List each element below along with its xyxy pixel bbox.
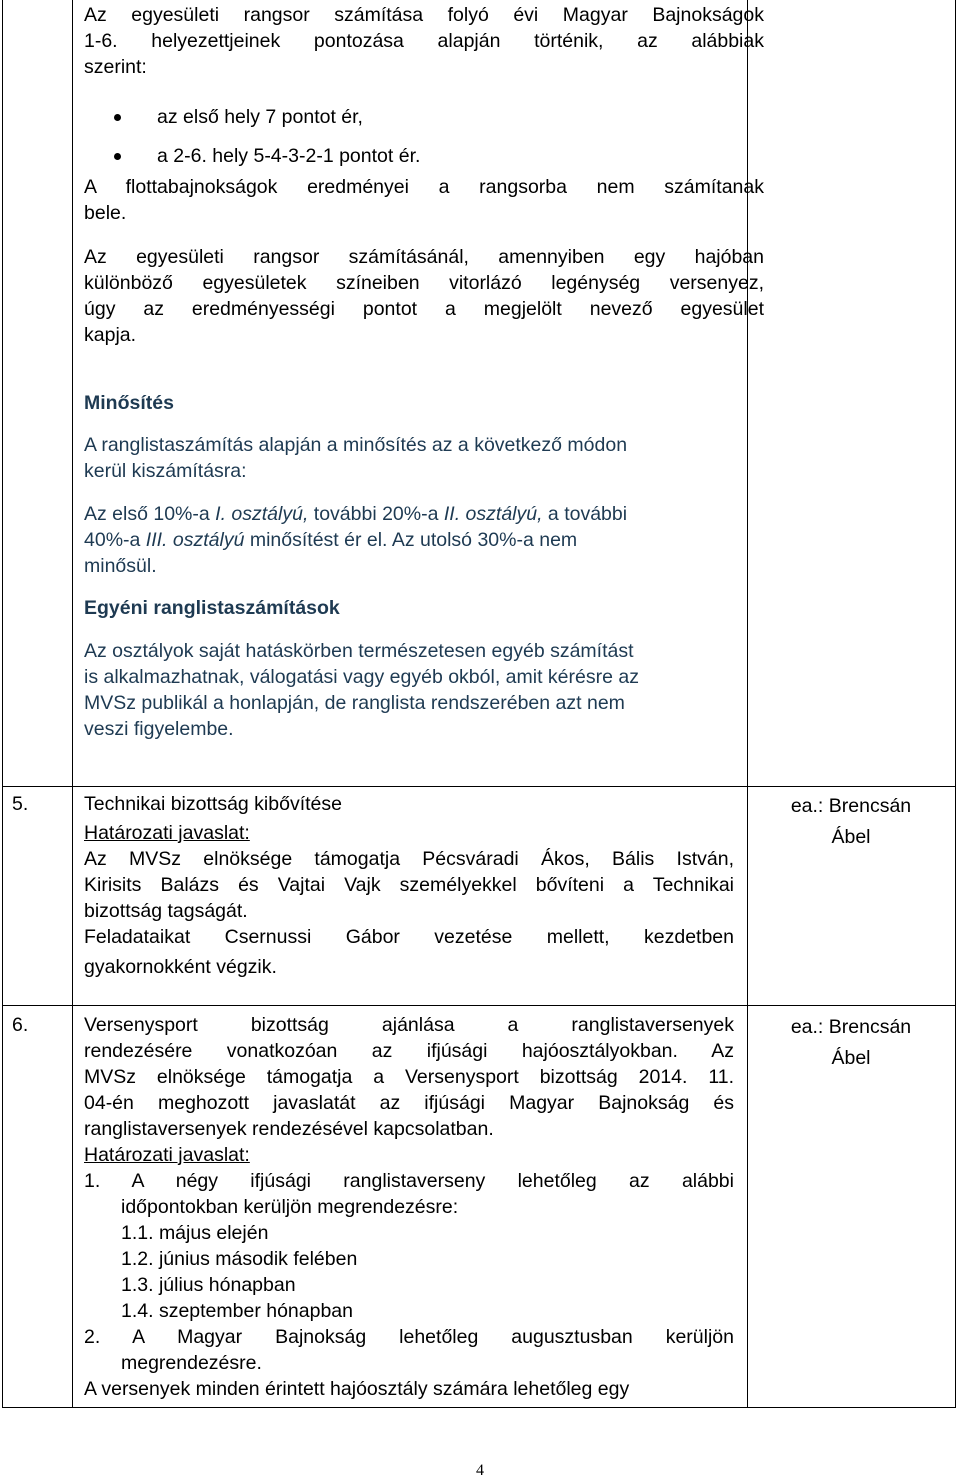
text-line: minősül. bbox=[84, 555, 157, 577]
list-item: a 2-6. hely 5-4-3-2-1 pontot ér. bbox=[157, 145, 421, 167]
text-line: gyakornokként végzik. bbox=[84, 956, 277, 978]
text-line: veszi figyelembe. bbox=[84, 718, 234, 740]
responsible-person bbox=[747, 1012, 955, 1074]
text-line: bele. bbox=[84, 202, 127, 224]
table-column-divider bbox=[72, 0, 73, 1408]
text-line bbox=[84, 501, 764, 527]
sub-item: 1.3. július hónapban bbox=[121, 1274, 296, 1296]
row-divider bbox=[2, 1005, 956, 1006]
text-line: A versenyek minden érintett hajóosztály számára lehetőleg egy bbox=[84, 1378, 630, 1400]
text-line: MVSz publikál a honlapján, de ranglista rendszerében azt nem bbox=[84, 692, 625, 714]
text-line: MVSz elnöksége támogatja a Versenysport bizottság 2014. 11. bbox=[84, 1066, 734, 1088]
flotta-paragraph bbox=[84, 174, 764, 226]
text-line: kerül kiszámításra: bbox=[84, 460, 247, 482]
text-line: A ranglistaszámítás alapján a minősítés az a következő módon bbox=[84, 434, 628, 456]
text-line: Versenysport bizottság ajánlása a ranglistaversenyek bbox=[84, 1014, 734, 1036]
text-span: a további bbox=[542, 503, 628, 525]
bullet-icon bbox=[114, 114, 121, 121]
text-line: bizottság tagságát. bbox=[84, 900, 248, 922]
text-line: 04-én meghozott javaslatát az ifjúsági Magyar Bajnokság és bbox=[84, 1092, 734, 1114]
text-line: is alkalmazhatnak, válogatási vagy egyéb okból, amit kérésre az bbox=[84, 666, 639, 688]
table-border-right bbox=[955, 0, 956, 1408]
row5-text bbox=[84, 846, 734, 980]
text-line: kapja. bbox=[84, 324, 137, 346]
list-item: az első hely 7 pontot ér, bbox=[157, 106, 363, 128]
ranking-paragraph bbox=[84, 244, 764, 348]
text-line: ranglistaversenyek rendezésével kapcsolatban. bbox=[84, 1118, 494, 1140]
text-line: szerint: bbox=[84, 56, 147, 78]
class-name: III. osztályú bbox=[145, 529, 245, 551]
text-line: úgy az eredményességi pontot a megjelölt nevező egyesület bbox=[84, 298, 764, 320]
proposal-label: Határozati javaslat: bbox=[84, 822, 250, 844]
table-border-bottom bbox=[2, 1407, 956, 1408]
intro-paragraph bbox=[84, 2, 764, 80]
page-number: 4 bbox=[476, 1462, 484, 1479]
text-line: Az egyesületi rangsor számításánál, amennyiben egy hajóban bbox=[84, 246, 764, 268]
text-span: Az első 10%-a bbox=[84, 503, 216, 525]
text-line: időpontokban kerüljön megrendezésre: bbox=[121, 1196, 459, 1218]
row6-text bbox=[84, 1012, 734, 1402]
class-paragraph bbox=[84, 501, 764, 579]
text-span: 40%-a bbox=[84, 529, 146, 551]
text-line bbox=[84, 527, 764, 553]
section-heading: Minősítés bbox=[84, 392, 174, 414]
text-line: Kirisits Balázs és Vajtai Vajk személyekkel bővíteni a Technikai bbox=[84, 874, 734, 896]
text-line: A flottabajnokságok eredményei a rangsorba nem számítanak bbox=[84, 176, 764, 198]
row-number: 6. bbox=[12, 1014, 29, 1036]
minosites-paragraph bbox=[84, 432, 764, 484]
text-line: Az MVSz elnöksége támogatja Pécsváradi Ákos, Bális István, bbox=[84, 848, 734, 870]
egyeni-paragraph bbox=[84, 638, 764, 742]
row-divider bbox=[2, 786, 956, 787]
sub-item: 1.1. május elején bbox=[121, 1222, 269, 1244]
text-line: Feladataikat Csernussi Gábor vezetése mellett, kezdetben bbox=[84, 926, 734, 948]
text-line: ea.: Brencsán bbox=[790, 795, 912, 817]
text-line: Az egyesületi rangsor számítása folyó évi Magyar Bajnokságok bbox=[84, 4, 764, 26]
section-heading: Egyéni ranglistaszámítások bbox=[84, 597, 340, 619]
table-border-left bbox=[2, 0, 3, 1408]
text-line: Az osztályok saját hatáskörben természetesen egyéb számítást bbox=[84, 640, 634, 662]
sub-item: 1.2. június második felében bbox=[121, 1248, 358, 1270]
responsible-person bbox=[747, 791, 955, 853]
class-name: I. osztályú, bbox=[215, 503, 309, 525]
list-item: 2. A Magyar Bajnokság lehetőleg augusztusban kerüljön bbox=[84, 1326, 734, 1348]
sub-item: 1.4. szeptember hónapban bbox=[121, 1300, 354, 1322]
row-number: 5. bbox=[12, 793, 29, 815]
text-line: 1-6. helyezettjeinek pontozása alapján történik, az alábbiak bbox=[84, 30, 764, 52]
agenda-title: Technikai bizottság kibővítése bbox=[84, 793, 342, 815]
text-line: megrendezésre. bbox=[121, 1352, 262, 1374]
text-line: Ábel bbox=[831, 826, 871, 848]
text-span: minősítést ér el. Az utolsó 30%-a nem bbox=[244, 529, 578, 551]
bullet-icon bbox=[114, 153, 121, 160]
text-line: Ábel bbox=[831, 1047, 871, 1069]
text-span: további 20%-a bbox=[308, 503, 444, 525]
text-line: rendezésére vonatkozóan az ifjúsági hajóosztályokban. Az bbox=[84, 1040, 734, 1062]
text-line: ea.: Brencsán bbox=[790, 1016, 912, 1038]
class-name: II. osztályú, bbox=[443, 503, 543, 525]
proposal-label: Határozati javaslat: bbox=[84, 1144, 250, 1166]
list-item: 1. A négy ifjúsági ranglistaverseny lehetőleg az alábbi bbox=[84, 1170, 734, 1192]
text-line: különböző egyesületek színeiben vitorlázó legénység versenyez, bbox=[84, 272, 764, 294]
